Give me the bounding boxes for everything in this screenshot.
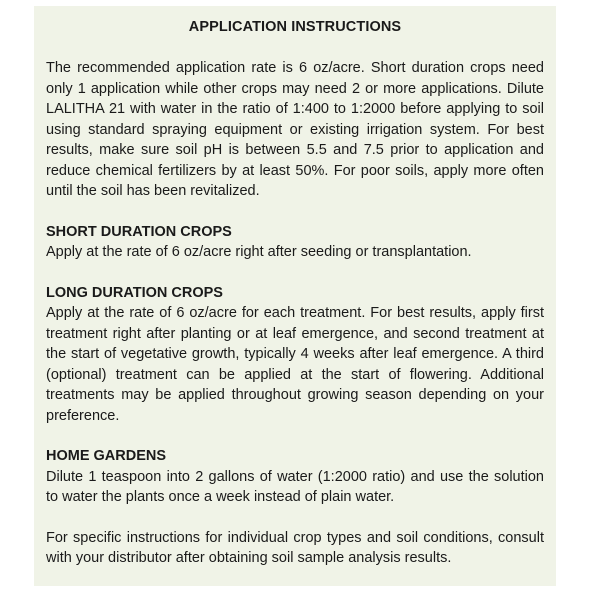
section-heading: SHORT DURATION CROPS <box>46 223 232 240</box>
section-heading: LONG DURATION CROPS <box>46 284 223 301</box>
section-long-duration-crops <box>46 283 544 427</box>
section-home-gardens <box>46 446 544 508</box>
footer-paragraph: For specific instructions for individual crop types and soil conditions, consult with your distributor after obtaining soil sample analysis results. <box>46 529 544 566</box>
section-body: Apply at the rate of 6 oz/acre right after seeding or transplantation. <box>46 244 472 260</box>
section-short-duration-crops <box>46 222 544 263</box>
section-body: Apply at the rate of 6 oz/acre for each treatment. For best results, apply first treatment right after planting or at leaf emergence, and second treatment at the start of vegetative growth, typically 4 weeks after leaf emergence. A third (optional) treatment can be applied at the start of flowering. Additional treatments may be applied throughout growing season depending on your preference. <box>46 305 544 424</box>
intro-paragraph: The recommended application rate is 6 oz/acre. Short duration crops need only 1 application while other crops may need 2 or more applications. Dilute LALITHA 21 with water in the ratio of 1:400 to 1:2000 before applying to soil using standard spraying equipment or existing irrigation system. For best results, make sure soil pH is between 5.5 and 7.5 prior to application and reduce chemical fertilizers by at least 50%. For poor soils, apply more often until the soil has been revitalized. <box>46 60 544 199</box>
document-title: APPLICATION INSTRUCTIONS <box>188 19 402 35</box>
section-body: Dilute 1 teaspoon into 2 gallons of water (1:2000 ratio) and use the solution to water the plants once a week instead of plain water. <box>46 468 544 505</box>
intro-section <box>46 58 544 202</box>
instruction-sheet <box>34 6 556 586</box>
footer-section <box>46 528 544 569</box>
section-heading: HOME GARDENS <box>46 448 167 464</box>
